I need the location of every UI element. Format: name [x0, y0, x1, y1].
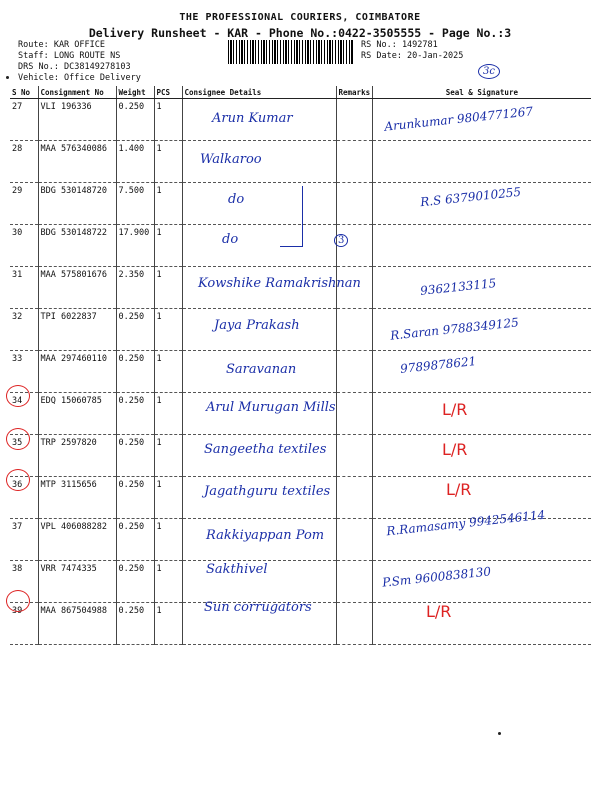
signature-handwriting: 9789878621 — [399, 354, 477, 376]
mark-dot — [498, 732, 501, 735]
weight-cell: 2.350 — [116, 267, 154, 309]
consignee-cell — [182, 225, 336, 267]
consignee-handwriting: Sangeetha textiles — [204, 442, 327, 457]
signature-handwriting: Arunkumar 9804771267 — [383, 104, 534, 134]
table-row — [10, 561, 591, 603]
red-circle-mark — [6, 385, 30, 407]
pcs-cell: 1 — [154, 267, 182, 309]
pcs-cell: 1 — [154, 225, 182, 267]
bracket-count-note: 3 — [334, 234, 348, 247]
sno-cell: 30 — [10, 225, 38, 267]
weight-cell: 0.250 — [116, 309, 154, 351]
consignment-cell: MAA 297460110 — [38, 351, 116, 393]
signature-handwriting: L/R — [446, 480, 472, 499]
consignment-cell: BDG 530148722 — [38, 225, 116, 267]
company-name: THE PROFESSIONAL COURIERS, COIMBATORE — [179, 12, 421, 23]
consignee-handwriting: Saravanan — [226, 362, 297, 377]
rs-date-text: RS Date: 20-Jan-2025 — [361, 51, 464, 61]
consignee-handwriting: Jaya Prakash — [214, 318, 300, 333]
consignment-cell: BDG 530148720 — [38, 183, 116, 225]
weight-cell: 0.250 — [116, 603, 154, 645]
signature-cell — [373, 477, 591, 519]
red-circle-mark — [6, 469, 30, 491]
mark-dot — [6, 76, 9, 79]
consignee-handwriting: Arun Kumar — [212, 111, 293, 126]
weight-cell: 0.250 — [116, 435, 154, 477]
table-row — [10, 141, 591, 183]
signature-cell — [373, 141, 591, 183]
remarks-cell — [336, 99, 373, 141]
remarks-cell — [336, 183, 373, 225]
consignee-handwriting: Jagathguru textiles — [204, 484, 331, 499]
barcode — [228, 40, 354, 64]
signature-cell — [373, 225, 591, 267]
col-signature: Seal & Signature — [373, 86, 591, 99]
signature-cell — [373, 435, 591, 477]
pcs-cell: 1 — [154, 561, 182, 603]
red-circle-mark — [6, 428, 30, 450]
consignee-handwriting: do — [228, 192, 245, 207]
runsheet-title: Delivery Runsheet - KAR - Phone No.:0422-3505555 - Page No.:3 — [88, 26, 512, 40]
col-sno: S No — [10, 86, 38, 99]
consignee-cell — [182, 183, 336, 225]
weight-cell: 0.250 — [116, 99, 154, 141]
consignment-cell: VRR 7474335 — [38, 561, 116, 603]
consignee-handwriting: Walkaroo — [200, 152, 262, 167]
runsheet-table — [10, 86, 591, 645]
pcs-cell: 1 — [154, 393, 182, 435]
weight-cell: 17.900 — [116, 225, 154, 267]
pcs-cell: 1 — [154, 99, 182, 141]
consignee-handwriting: Rakkiyappan Pom — [206, 528, 325, 543]
signature-handwriting: R.Ramasamy 9942546114 — [385, 507, 546, 539]
staff-text: Staff: LONG ROUTE NS — [18, 51, 121, 61]
sno-cell: 34 — [10, 393, 38, 435]
consignment-cell: MAA 575801676 — [38, 267, 116, 309]
sno-cell: 39 — [10, 603, 38, 645]
sno-cell: 37 — [10, 519, 38, 561]
pcs-cell: 1 — [154, 183, 182, 225]
remarks-cell — [336, 561, 373, 603]
col-consignment: Consignment No — [38, 86, 116, 99]
pcs-cell: 1 — [154, 141, 182, 183]
consignee-handwriting: Sakthivel — [206, 562, 268, 577]
vehicle-text: Vehicle: Office Delivery — [18, 73, 141, 83]
col-pcs: PCS — [154, 86, 182, 99]
pcs-cell: 1 — [154, 351, 182, 393]
remarks-cell — [336, 309, 373, 351]
pcs-cell: 1 — [154, 603, 182, 645]
remarks-cell — [336, 603, 373, 645]
consignee-handwriting: Arul Murugan Mills — [206, 400, 336, 415]
weight-cell: 0.250 — [116, 477, 154, 519]
table-row — [10, 351, 591, 393]
weight-cell: 0.250 — [116, 519, 154, 561]
bracket-mark — [280, 186, 303, 247]
remarks-cell — [336, 435, 373, 477]
signature-handwriting: R.Saran 9788349125 — [389, 315, 520, 343]
page-annotation: 3c — [478, 64, 500, 79]
remarks-cell — [336, 477, 373, 519]
weight-cell: 0.250 — [116, 351, 154, 393]
col-consignee: Consignee Details — [182, 86, 336, 99]
route-text: Route: KAR OFFICE — [18, 40, 105, 50]
weight-cell: 7.500 — [116, 183, 154, 225]
sno-cell: 33 — [10, 351, 38, 393]
col-weight: Weight — [116, 86, 154, 99]
signature-handwriting: R.S 6379010255 — [419, 184, 522, 210]
consignment-cell: VLI 196336 — [38, 99, 116, 141]
weight-cell: 0.250 — [116, 393, 154, 435]
signature-cell — [373, 393, 591, 435]
consignment-cell: MAA 576340086 — [38, 141, 116, 183]
consignment-cell: MAA 867504988 — [38, 603, 116, 645]
consignment-cell: TRP 2597820 — [38, 435, 116, 477]
sno-cell: 35 — [10, 435, 38, 477]
rs-no-text: RS No.: 1492781 — [361, 40, 438, 50]
remarks-cell — [336, 141, 373, 183]
sno-cell: 32 — [10, 309, 38, 351]
sno-cell: 36 — [10, 477, 38, 519]
weight-cell: 0.250 — [116, 561, 154, 603]
meta-right — [361, 40, 463, 62]
sno-cell: 28 — [10, 141, 38, 183]
pcs-cell: 1 — [154, 309, 182, 351]
consignment-cell: TPI 6022837 — [38, 309, 116, 351]
sno-cell: 27 — [10, 99, 38, 141]
remarks-cell — [336, 351, 373, 393]
pcs-cell: 1 — [154, 477, 182, 519]
pcs-cell: 1 — [154, 435, 182, 477]
sno-cell: 38 — [10, 561, 38, 603]
signature-handwriting: P.Sm 9600838130 — [381, 564, 492, 590]
pcs-cell: 1 — [154, 519, 182, 561]
table-header — [10, 86, 591, 99]
signature-handwriting: L/R — [442, 400, 468, 419]
col-remarks: Remarks — [336, 86, 373, 99]
consignee-handwriting: Sun corrugators — [204, 600, 312, 615]
consignment-cell: MTP 3115656 — [38, 477, 116, 519]
signature-handwriting: L/R — [442, 440, 468, 459]
meta-left — [18, 40, 141, 84]
signature-handwriting: L/R — [426, 602, 452, 621]
consignment-cell: VPL 406088282 — [38, 519, 116, 561]
red-circle-mark — [6, 590, 30, 612]
sno-cell: 29 — [10, 183, 38, 225]
sno-cell: 31 — [10, 267, 38, 309]
weight-cell: 1.400 — [116, 141, 154, 183]
signature-cell — [373, 603, 591, 645]
remarks-cell — [336, 393, 373, 435]
consignee-handwriting: do — [222, 232, 239, 247]
signature-handwriting: 9362133115 — [419, 276, 497, 298]
consignment-cell: EDQ 15060785 — [38, 393, 116, 435]
remarks-cell — [336, 519, 373, 561]
drs-text: DRS No.: DC38149278103 — [18, 62, 131, 72]
consignee-handwriting: Kowshike Ramakrishnan — [198, 276, 361, 291]
